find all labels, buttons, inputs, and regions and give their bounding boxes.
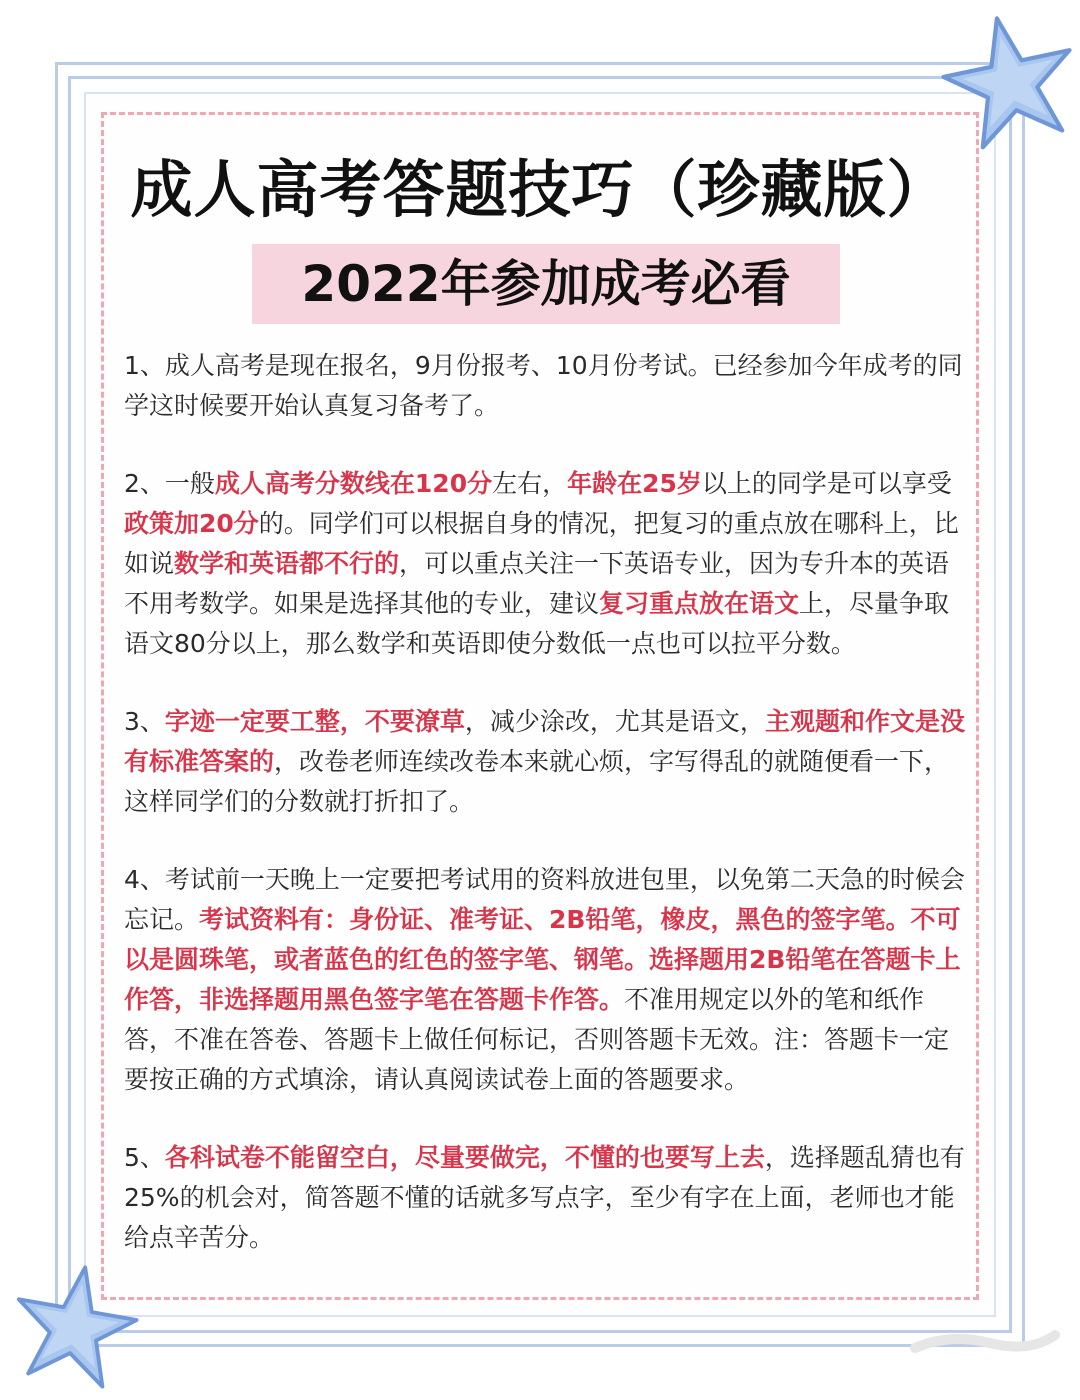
highlight-text: 字迹一定要工整，不要潦草 [164,707,465,736]
tip-paragraph-5 [124,1138,966,1258]
highlight-text: 数学和英语都不行的 [174,549,400,578]
content-body [124,346,966,1296]
body-text: 5、 [124,1143,165,1172]
body-text: 上，尽量争取语文80分以上，那么数学和英语即使分数低一点也可以拉平分数。 [124,589,950,658]
highlight-text: 主观题和作文是没有标准答案的 [124,707,965,776]
body-text: 2、一般 [124,469,215,498]
tip-paragraph-2 [124,464,966,664]
body-text: 3、 [124,707,165,736]
body-text: 不准用规定以外的笔和纸作答，不准在答卷、答题卡上做任何标记，否则答题卡无效。注：答题卡一定要按正确的方式填涂，请认真阅读试卷上面的答题要求。 [124,985,950,1094]
brush-mark [910,1313,1060,1363]
highlight-text: 年龄在25岁 [567,469,702,498]
highlight-text: 成人高考分数线在120分 [214,469,493,498]
tip-paragraph-3 [124,702,966,822]
body-text: 左右， [492,469,568,498]
body-text: 以上的同学是可以享受 [701,469,952,498]
tip-paragraph-1 [124,346,966,426]
body-text: ，改卷老师连续改卷本来就心烦，字写得乱的就随便看一下，这样同学们的分数就打折扣了。 [124,747,950,816]
body-text: ，选择题乱猜也有25%的机会对，简答题不懂的话就多写点字，至少有字在上面，老师也才能给点辛苦分。 [124,1143,965,1252]
tip-paragraph-4 [124,860,966,1100]
page-subtitle: 2022年参加成考必看 [301,255,791,313]
highlight-text: 各科试卷不能留空白，尽量要做完，不懂的也要写上去 [164,1143,765,1172]
highlight-text: 考试资料有：身份证、准考证、2B铅笔，橡皮，黑色的签字笔。不可以是圆珠笔，或者蓝色的红色的签字笔、钢笔。选择题用2B铅笔在答题卡上作答，非选择题用黑色签字笔在答题卡作答。 [124,905,961,1014]
body-text: 的。同学们可以根据自身的情况，把复习的重点放在哪科上，比如说 [124,509,959,578]
body-text: ，减少涂改，尤其是语文， [464,707,765,736]
page-title: 成人高考答题技巧（珍藏版） [130,153,950,226]
highlight-text: 政策加20分 [124,509,259,538]
star-icon [927,0,1080,163]
highlight-text: 复习重点放在语文 [599,589,800,618]
body-text: 1、成人高考是现在报名，9月份报考、10月份考试。已经参加今年成考的同学这时候要开始认真复习备考了。 [124,351,963,420]
body-text: 4、考试前一天晚上一定要把考试用的资料放进包里，以免第二天急的时候会忘记。 [124,865,965,934]
body-text: ，可以重点关注一下英语专业，因为专升本的英语不用考数学。如果是选择其他的专业，建议 [124,549,950,618]
